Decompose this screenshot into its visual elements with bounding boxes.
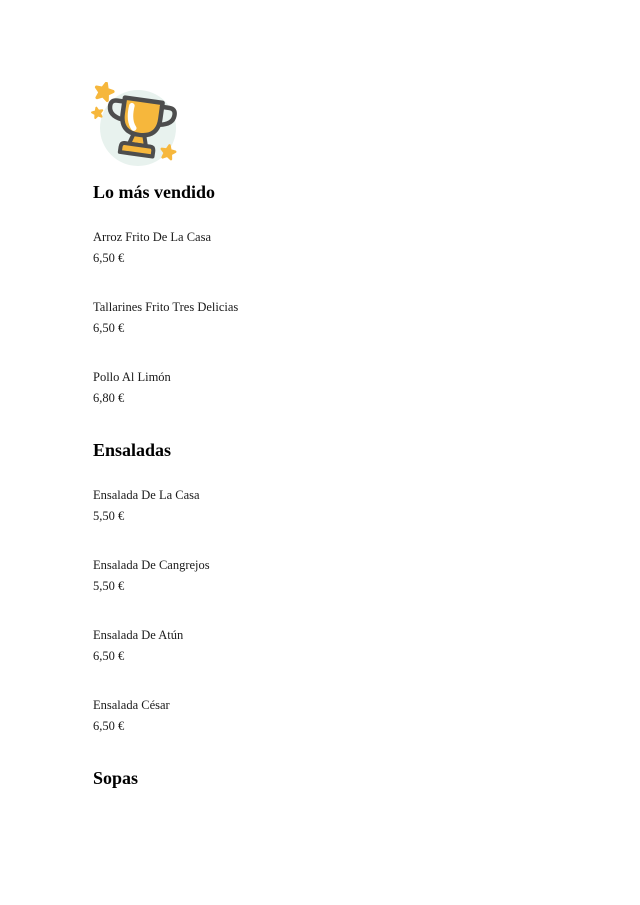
section-salads: [93, 440, 580, 734]
menu-item-name: Tallarines Frito Tres Delicias: [93, 300, 239, 314]
menu-item-name: Ensalada De Atún: [93, 628, 184, 642]
menu-item: [93, 698, 580, 734]
menu-item: [93, 558, 580, 594]
menu-item: [93, 230, 580, 266]
menu-item-price: 6,80 €: [93, 391, 125, 405]
menu-item: [93, 370, 580, 406]
section-bestsellers: [93, 182, 580, 406]
menu-item: [93, 628, 580, 664]
menu-item-name: Pollo Al Limón: [93, 370, 171, 384]
section-title: Ensaladas: [93, 440, 172, 460]
section-soups: [93, 768, 580, 789]
star-icon: [91, 107, 103, 119]
menu-item: [93, 300, 580, 336]
menu-item-name: Ensalada César: [93, 698, 170, 712]
section-title: Sopas: [93, 768, 139, 788]
menu-item: [93, 488, 580, 524]
menu-item-price: 6,50 €: [93, 719, 125, 733]
menu-item-price: 6,50 €: [93, 321, 125, 335]
menu-item-price: 5,50 €: [93, 509, 125, 523]
menu-item-price: 5,50 €: [93, 579, 125, 593]
menu-item-price: 6,50 €: [93, 649, 125, 663]
menu-item-name: Ensalada De La Casa: [93, 488, 200, 502]
bestseller-trophy-icon: [91, 82, 181, 170]
star-icon: [94, 82, 115, 101]
menu-item-name: Ensalada De Cangrejos: [93, 558, 210, 572]
section-title: Lo más vendido: [93, 182, 216, 202]
menu-item-name: Arroz Frito De La Casa: [93, 230, 212, 244]
menu-item-price: 6,50 €: [93, 251, 125, 265]
